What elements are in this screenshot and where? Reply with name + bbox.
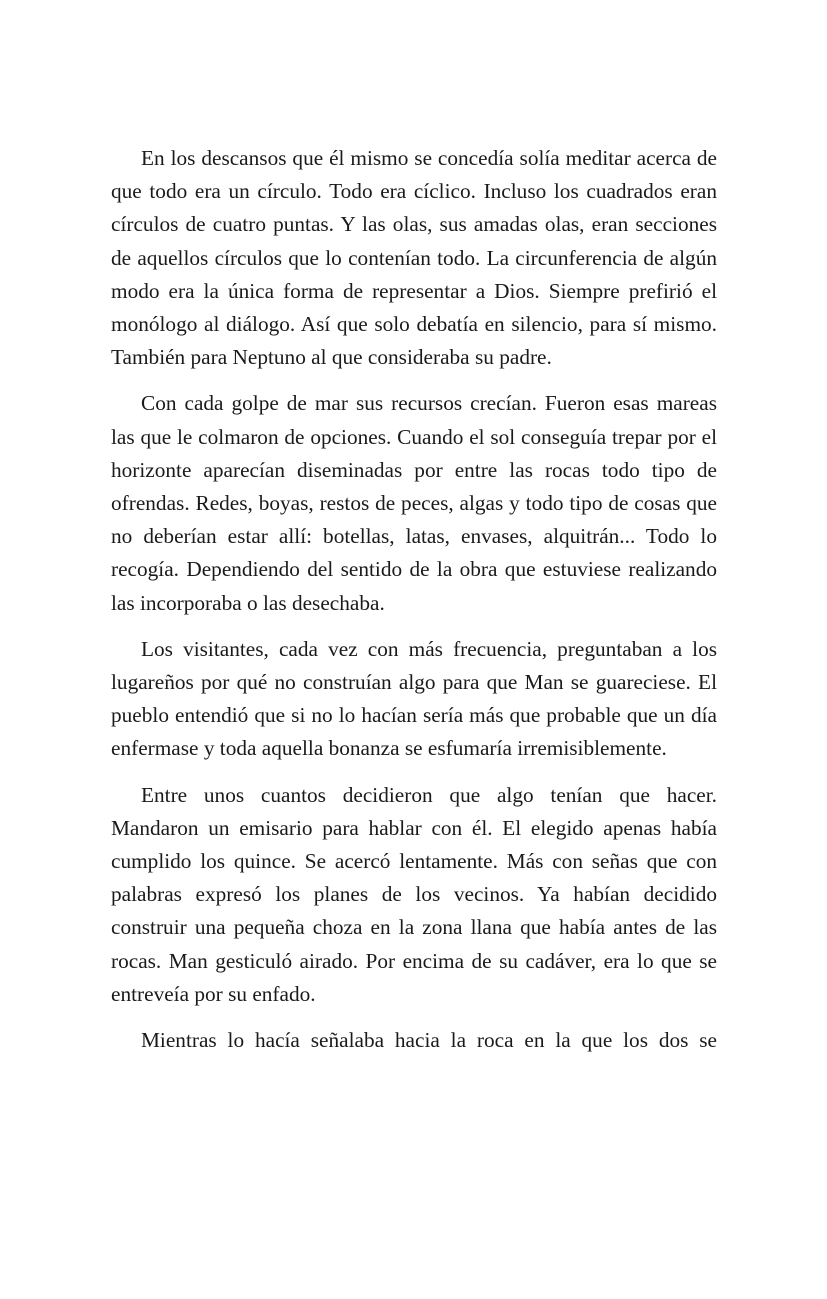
paragraph-2: Con cada golpe de mar sus recursos crecían. Fueron esas mareas las que le colmaron de opciones. Cuando el sol conseguía trepar por el horizonte aparecían diseminadas por entre las rocas todo tipo de ofrendas. Redes, boyas, restos de peces, algas y todo tipo de cosas que no deberían estar allí: botellas, latas, envases, alquitrán... Todo lo recogía. Dependiendo del sentido de la obra que estuviese realizando las incorporaba o las desechaba. — [111, 391, 717, 615]
paragraph-3: Los visitantes, cada vez con más frecuencia, preguntaban a los lugareños por qué no construían algo para que Man se guareciese. El pueblo entendió que si no lo hacían sería más que probable que un día enfermase y toda aquella bonanza se esfumaría irremisiblemente. — [111, 636, 717, 761]
document-page — [111, 142, 717, 1070]
paragraph-5: Mientras lo hacía señalaba hacia la roca en la que los dos se — [141, 1028, 717, 1053]
paragraph-4: Entre unos cuantos decidieron que algo tenían que hacer. Mandaron un emisario para hablar con él. El elegido apenas había cumplido los quince. Se acercó lentamente. Más con señas que con palabras expresó los planes de los vecinos. Ya habían decidido construir una pequeña choza en la zona llana que había antes de las rocas. Man gesticuló airado. Por encima de su cadáver, era lo que se entreveía por su enfado. — [111, 782, 717, 1006]
paragraph-1: En los descansos que él mismo se concedía solía meditar acerca de que todo era un círculo. Todo era cíclico. Incluso los cuadrados eran círculos de cuatro puntas. Y las olas, sus amadas olas, eran secciones de aquellos círculos que lo contenían todo. La circunferencia de algún modo era la única forma de representar a Dios. Siempre prefirió el monólogo al diálogo. Así que solo debatía en silencio, para sí mismo. También para Neptuno al que consideraba su padre. — [111, 146, 717, 370]
